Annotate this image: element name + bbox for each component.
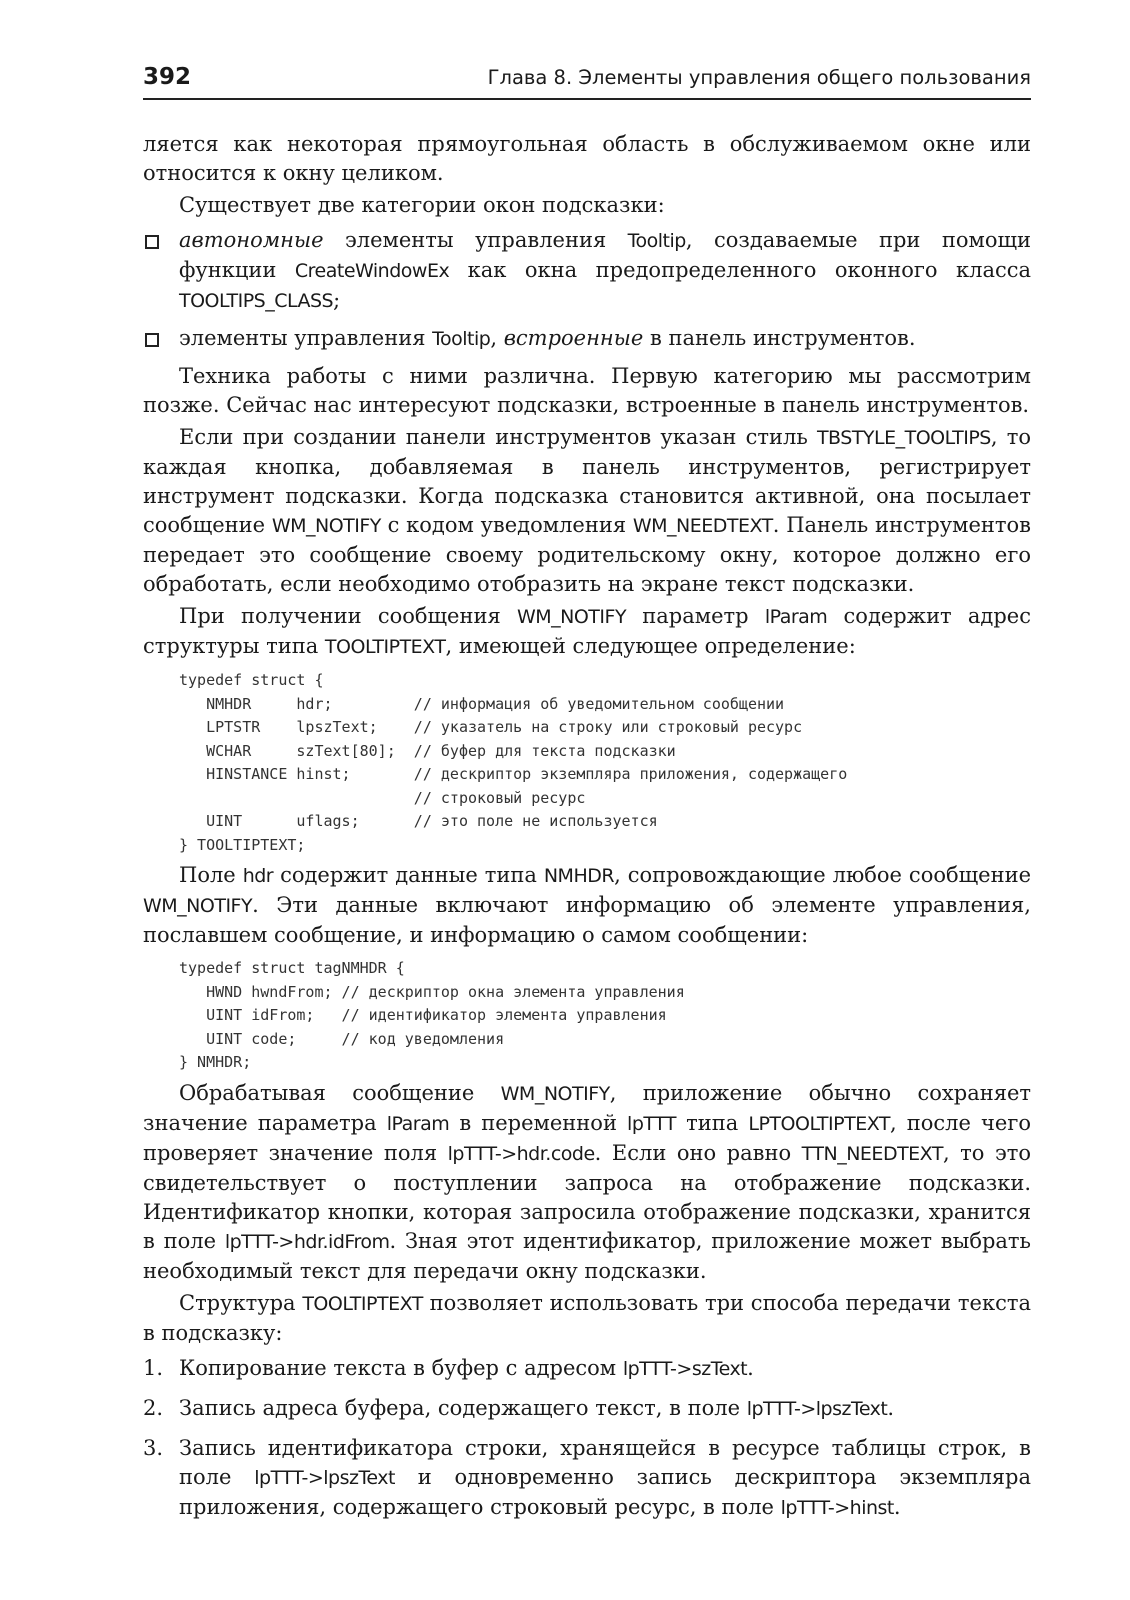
code-term: Tooltip — [432, 328, 491, 350]
item-number: 3. — [143, 1435, 164, 1460]
bullet-item — [143, 324, 1031, 354]
paragraph: Существует две категории окон подсказки: — [179, 193, 665, 217]
code-term: lpTTT — [627, 1112, 677, 1135]
square-bullet-icon — [145, 333, 159, 347]
code-term: lpTTT->szText — [622, 1357, 748, 1380]
text-run: и одновременно запись дескриптора экземпляра приложения, содержащего строковый ресурс, в поле — [179, 1464, 1031, 1519]
text-run: Обрабатывая сообщение — [179, 1080, 501, 1105]
code-term: NMHDR — [543, 865, 615, 887]
code-term: hdr — [242, 865, 274, 887]
code-term: WM_NOTIFY — [143, 895, 253, 917]
code-term: TOOLTIPS_CLASS — [179, 290, 334, 312]
text-run: с кодом уведомления — [380, 513, 633, 537]
code-term: lParam — [386, 1112, 450, 1135]
code-term: lpTTT->hinst — [780, 1496, 894, 1519]
code-block-nmhdr: typedef struct tagNMHDR { HWND hwndFrom; // дескриптор окна элемента управления UINT idFrom; // идентификатор элемента управления UINT code; // код уведомления } NMHDR; — [179, 959, 685, 1071]
text-run: в панель инструментов. — [643, 326, 916, 350]
text-run: типа — [676, 1110, 749, 1135]
text-run: Поле — [179, 863, 243, 887]
item-number: 1. — [143, 1355, 164, 1380]
text-run: . — [747, 1355, 754, 1380]
text-run: , имеющей следующее определение: — [445, 634, 856, 658]
text-run: содержит адрес структуры типа — [143, 604, 1031, 658]
emphasis: встроенные — [503, 326, 644, 350]
text-run: . Если оно равно — [594, 1140, 802, 1165]
code-term: WM_NOTIFY — [271, 515, 381, 537]
page-body — [143, 130, 1031, 1533]
text-run: как окна предопределенного оконного класса — [449, 258, 1031, 282]
paragraph — [143, 602, 1031, 662]
numbered-item — [143, 1434, 1031, 1523]
page-number: 392 — [143, 64, 192, 90]
text-run: параметр — [626, 604, 765, 628]
text-run: , приложение обычно сохраняет значение параметра — [143, 1080, 1032, 1135]
text-run: Если при создании панели инструментов указан стиль — [179, 425, 817, 449]
text-run: , то это свидетельствует о поступлении запроса на отображение подсказки. Идентификатор кнопки, которая запросила отображение подсказки, хранится в поле — [143, 1140, 1031, 1253]
text-run: , — [490, 326, 504, 350]
chapter-title: Глава 8. Элементы управления общего пользования — [487, 66, 1031, 89]
text-run: , то каждая кнопка, добавляемая в панель инструментов, регистрирует инструмент подсказки. Когда подсказка становится активной, она посылает сообщение — [143, 425, 1031, 537]
paragraph — [143, 1079, 1031, 1286]
code-term: TTN_NEEDTEXT — [801, 1142, 943, 1165]
code-term: lpTTT->hdr.idFrom — [224, 1230, 390, 1253]
paragraph — [143, 423, 1031, 599]
paragraph — [143, 1289, 1031, 1348]
code-term: Tooltip — [627, 230, 686, 252]
code-term: WM_NOTIFY — [516, 606, 627, 628]
text-run: . Панель инструментов передает это сообщение своему родительскому окну, которое должно его обработать, если необходимо отобразить на экране текст подсказки. — [143, 513, 1031, 596]
text-run: . — [893, 1494, 901, 1519]
text-run: При получении сообщения — [179, 604, 517, 628]
numbered-item — [143, 1394, 1031, 1424]
code-term: TOOLTIPTEXT — [324, 636, 446, 658]
code-term: LPTOOLTIPTEXT — [748, 1112, 890, 1135]
text-run: элементы управления — [179, 326, 433, 350]
square-bullet-icon — [145, 235, 159, 249]
text-run: элементы управления — [323, 228, 628, 252]
text-run: Запись адреса буфера, содержащего текст, в поле — [179, 1395, 747, 1420]
text-run: , сопровождающие любое сообщение — [614, 863, 1031, 887]
numbered-item — [143, 1354, 1031, 1384]
code-term: CreateWindowEx — [294, 260, 450, 282]
code-term: TBSTYLE_TOOLTIPS — [816, 427, 991, 449]
text-run: . — [887, 1395, 895, 1420]
code-term: WM_NOTIFY — [500, 1082, 610, 1105]
code-term: lParam — [764, 606, 828, 628]
paragraph: Техника работы с ними различна. Первую категорию мы рассмотрим позже. Сейчас нас интересуют подсказки, встроенные в панель инструментов. — [143, 364, 1031, 417]
text-run: Запись идентификатора строки, хранящейся в ресурсе таблицы строк, в поле — [179, 1435, 1031, 1489]
bullet-item — [143, 226, 1031, 316]
text-run: содержит данные типа — [273, 863, 544, 887]
code-term: lpTTT->lpszText — [254, 1466, 395, 1489]
code-term: lpTTT->hdr.code — [447, 1142, 595, 1165]
text-run: . Зная этот идентификатор, приложение может выбрать необходимый текст для передачи окну подсказки. — [143, 1228, 1031, 1283]
page-header — [143, 62, 1031, 100]
text-run: , после чего проверяет значение поля — [143, 1110, 1031, 1165]
code-term: lpTTT->lpszText — [746, 1397, 888, 1420]
item-number: 2. — [143, 1395, 164, 1420]
text-run: Копирование текста в буфер с адресом — [179, 1355, 623, 1380]
text-run: ; — [333, 288, 341, 312]
text-run: , создаваемые при помощи функции — [179, 228, 1031, 282]
paragraph: ляется как некоторая прямоугольная область в обслуживаемом окне или относится к окну целиком. — [143, 132, 1031, 185]
text-run: в переменной — [449, 1110, 628, 1135]
emphasis: автономные — [179, 228, 324, 252]
code-block-tooltiptext: typedef struct { NMHDR hdr; // информация об уведомительном сообщении LPTSTR lpszText; // указатель на строку или строковый ресурс WCHAR szText[80]; // буфер для текста подсказки HINSTANCE hinst; // дескриптор экземпляра приложения, содержащего // строковый ресурс UINT uflags; // это поле не используется } TOOLTIPTEXT; — [179, 671, 848, 854]
text-run: . Эти данные включают информацию об элементе управления, пославшем сообщение, и информацию о самом сообщении: — [143, 893, 1031, 947]
text-run: позволяет использовать три способа передачи текста в подсказку: — [143, 1290, 1031, 1345]
paragraph — [143, 861, 1031, 950]
code-term: WM_NEEDTEXT — [632, 515, 773, 537]
text-run: Структура — [179, 1290, 303, 1315]
code-term: TOOLTIPTEXT — [302, 1292, 423, 1315]
